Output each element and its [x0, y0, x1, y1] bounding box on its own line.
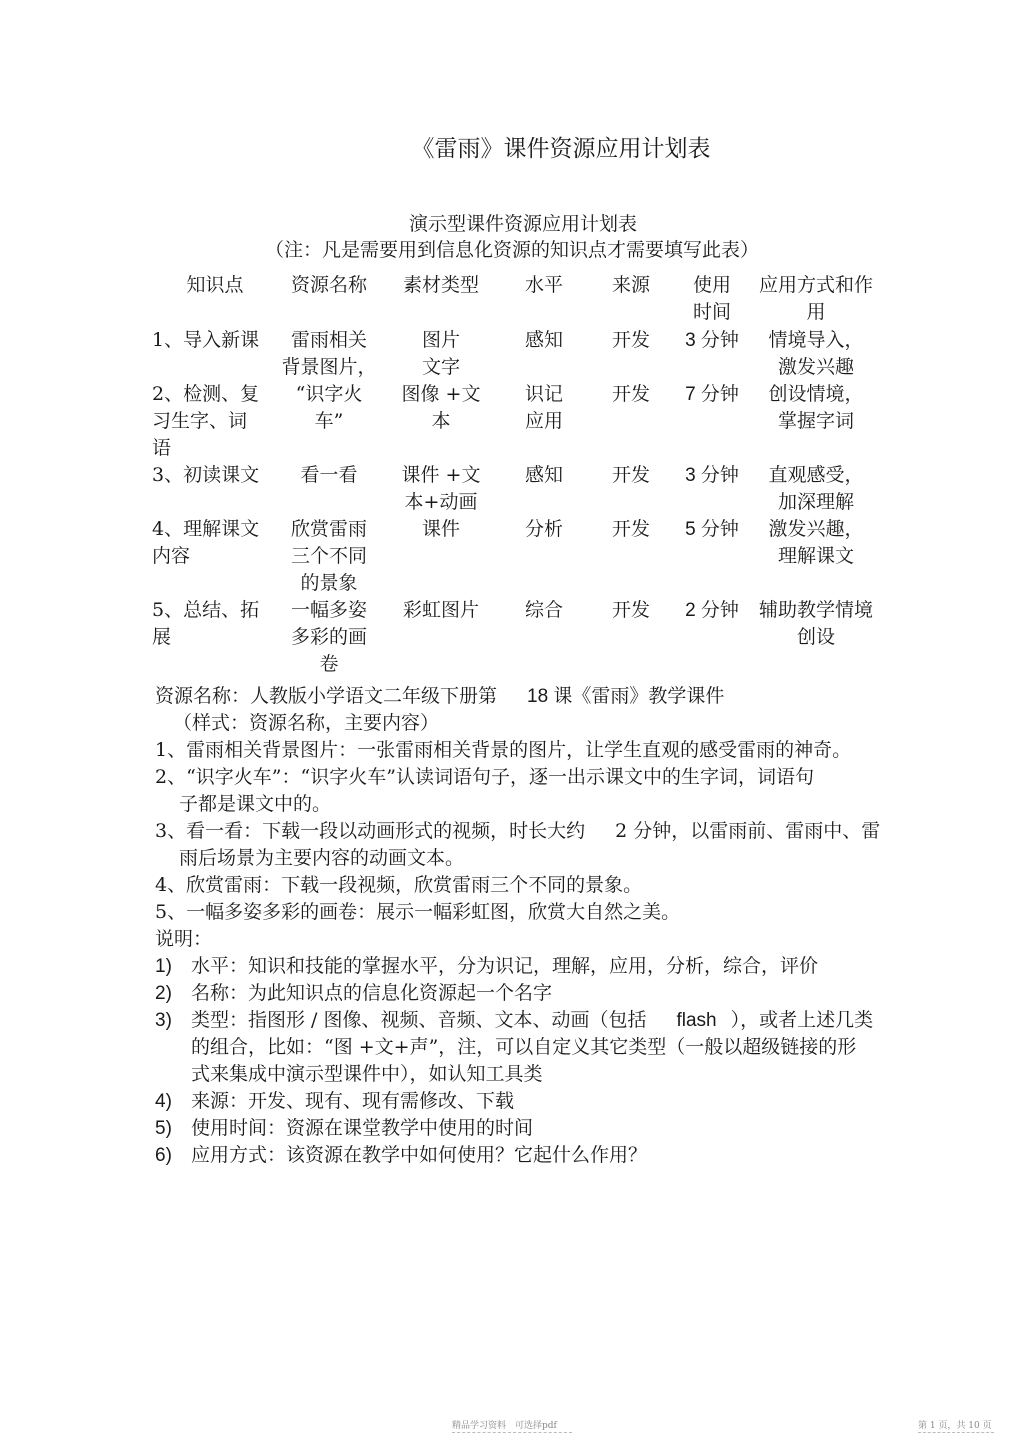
cell-type-line: 文字 [421, 356, 460, 378]
cell-source [586, 516, 676, 597]
cell-name-line: 多彩的画 [290, 626, 367, 648]
explain-3-part3: ），或者上述几类 [730, 1009, 874, 1031]
explain-5-text: 使用时间：资源在课堂教学中使用的时间 [191, 1117, 534, 1139]
page-title: 《雷雨》课件资源应用计划表 [411, 136, 711, 162]
footer-left-divider [452, 1432, 572, 1433]
cell-name [278, 462, 380, 516]
cell-name [278, 327, 380, 381]
cell-source [586, 381, 676, 462]
table-subtitle: 演示型课件资源应用计划表 [408, 213, 637, 235]
cell-level [502, 381, 586, 462]
table-row [152, 597, 884, 678]
table-note: （注：凡是需要用到信息化资源的知识点才需要填写此表） [264, 239, 759, 261]
cell-name-line: 车” [314, 410, 344, 432]
explain-6-num: 6) [155, 1145, 172, 1166]
item-1: 1、雷雨相关背景图片：一张雷雨相关背景的图片，让学生直观的感受雷雨的神奇。 [155, 739, 852, 761]
cell-usage [748, 381, 884, 462]
item-3-part1: 3、看一看：下载一段以动画形式的视频，时长大约 [155, 820, 586, 842]
cell-level [502, 597, 586, 678]
cell-knowledge [152, 381, 278, 462]
item-3 [155, 818, 915, 845]
cell-time-line: 7 分钟 [685, 384, 739, 405]
explain-3-part1: 类型：指图形 / 图像、视频、音频、文本、动画（包括 [191, 1009, 647, 1031]
cell-knowledge-line: 5、总结、拓 [152, 599, 260, 621]
cell-source [586, 327, 676, 381]
header-time-line2: 时间 [692, 301, 731, 323]
header-knowledge-label: 知识点 [186, 274, 244, 296]
explain-heading: 说明： [155, 928, 213, 950]
cell-type-line: 彩虹图片 [402, 599, 479, 621]
header-usage [748, 272, 884, 327]
cell-source-line: 开发 [611, 329, 650, 351]
cell-name-line: 三个不同 [290, 545, 367, 567]
explain-5 [155, 1115, 915, 1142]
cell-time-line: 3 分钟 [685, 330, 739, 351]
cell-source-line: 开发 [611, 599, 650, 621]
cell-knowledge [152, 516, 278, 597]
cell-time [676, 327, 748, 381]
table-row [152, 516, 884, 597]
cell-name-line: 卷 [319, 653, 339, 675]
cell-level [502, 327, 586, 381]
cell-knowledge-line: 习生字、词 [152, 410, 248, 432]
cell-type [380, 597, 502, 678]
cell-knowledge-line: 4、理解课文 [152, 518, 260, 540]
cell-name-line: 背景图片， [281, 356, 377, 378]
header-usage-line1: 应用方式和作 [758, 274, 873, 296]
cell-name-line: 一幅多姿 [290, 599, 367, 621]
header-time-line1: 使用 [692, 274, 731, 296]
cell-usage-line: 激发兴趣， [768, 518, 864, 540]
cell-name [278, 516, 380, 597]
cell-type [380, 327, 502, 381]
cell-knowledge [152, 597, 278, 678]
cell-level [502, 516, 586, 597]
header-time [676, 272, 748, 327]
cell-usage [748, 462, 884, 516]
cell-time [676, 381, 748, 462]
cell-usage-line: 掌握字词 [777, 410, 854, 432]
cell-source [586, 462, 676, 516]
cell-source-line: 开发 [611, 383, 650, 405]
cell-knowledge-line: 内容 [152, 545, 191, 567]
cell-time [676, 462, 748, 516]
explain-4 [155, 1088, 915, 1115]
explain-2-num: 2) [155, 983, 172, 1004]
header-name-label: 资源名称 [290, 274, 367, 296]
cell-knowledge-line: 语 [152, 437, 172, 459]
cell-name-line: “识字火 [295, 383, 363, 405]
explain-3-part2: flash [676, 1010, 717, 1031]
cell-usage [748, 516, 884, 597]
cell-time-line: 5 分钟 [685, 519, 739, 540]
header-usage-line2: 用 [806, 301, 826, 323]
cell-type [380, 462, 502, 516]
cell-usage-line: 加深理解 [777, 491, 854, 513]
explain-1-text: 水平：知识和技能的掌握水平，分为识记，理解，应用，分析，综合，评价 [191, 955, 819, 977]
table-row [152, 381, 884, 462]
cell-type-line: 课件 +文 [401, 464, 481, 486]
header-source [586, 272, 676, 327]
table-row [152, 327, 884, 381]
cell-usage-line: 创设 [796, 626, 835, 648]
cell-usage-line: 情境导入， [768, 329, 864, 351]
table-row [152, 462, 884, 516]
cell-level-line: 感知 [524, 464, 563, 486]
cell-usage-line: 创设情境， [768, 383, 864, 405]
item-3-cont: 雨后场景为主要内容的动画文本。 [179, 847, 465, 869]
explain-4-text: 来源：开发、现有、现有需修改、下载 [191, 1090, 515, 1112]
header-type [380, 272, 502, 327]
footer-right-divider [918, 1432, 994, 1433]
cell-level [502, 462, 586, 516]
cell-source-line: 开发 [611, 464, 650, 486]
cell-knowledge-line: 2、检测、复 [152, 383, 260, 405]
explain-3-cont1: 的组合，比如：“图 +文+声”，注，可以自定义其它类型（一般以超级链接的形 [191, 1036, 857, 1058]
cell-level-line: 感知 [524, 329, 563, 351]
cell-level-line: 综合 [524, 599, 563, 621]
header-type-label: 素材类型 [402, 274, 479, 296]
cell-type-line: 图像 +文 [401, 383, 481, 405]
cell-time [676, 597, 748, 678]
cell-name [278, 597, 380, 678]
cell-usage-line: 辅助教学情境 [758, 599, 873, 621]
cell-level-line: 识记 [524, 383, 563, 405]
explain-3-cont2: 式来集成中演示型课件中），如认知工具类 [191, 1063, 543, 1085]
cell-name-line: 看一看 [300, 464, 358, 486]
resource-name-label: 资源名称：人教版小学语文二年级下册第 [155, 685, 498, 707]
item-5: 5、一幅多姿多彩的画卷：展示一幅彩虹图，欣赏大自然之美。 [155, 901, 681, 923]
header-level [502, 272, 586, 327]
cell-name-line: 欣赏雷雨 [290, 518, 367, 540]
explain-1 [155, 953, 915, 980]
resource-name-value: 18 课《雷雨》教学课件 [527, 686, 725, 707]
cell-knowledge [152, 462, 278, 516]
item-3-part2: 2 分钟，以雷雨前、雷雨中、雷 [615, 820, 881, 842]
resource-description [155, 683, 915, 1169]
cell-knowledge-line: 展 [152, 626, 172, 648]
explain-3 [155, 1007, 915, 1034]
explain-6 [155, 1142, 915, 1169]
header-name [278, 272, 380, 327]
cell-usage-line: 理解课文 [777, 545, 854, 567]
item-2: 2、“识字火车”：“识字火车”认读词语句子，逐一出示课文中的生字词，词语句 [155, 766, 814, 788]
item-2-cont: 子都是课文中的。 [179, 793, 332, 815]
explain-3-num: 3) [155, 1010, 172, 1031]
cell-name-line: 雷雨相关 [290, 329, 367, 351]
table-header-row [152, 272, 884, 327]
cell-name [278, 381, 380, 462]
cell-time [676, 516, 748, 597]
explain-2-text: 名称：为此知识点的信息化资源起一个名字 [191, 982, 553, 1004]
explain-6-text: 应用方式：该资源在教学中如何使用？它起什么作用？ [191, 1144, 648, 1166]
cell-type [380, 516, 502, 597]
footer-page-number: 第 1 页，共 10 页 [918, 1421, 992, 1431]
explain-1-num: 1) [155, 956, 172, 977]
footer-left-text: 精品学习资料 可选择pdf [452, 1421, 557, 1431]
cell-knowledge-line: 1、导入新课 [152, 329, 260, 351]
cell-type-line: 本+动画 [404, 491, 478, 513]
cell-type [380, 381, 502, 462]
cell-usage [748, 597, 884, 678]
cell-level-line: 应用 [524, 410, 563, 432]
explain-2 [155, 980, 915, 1007]
cell-usage [748, 327, 884, 381]
resource-name-line [155, 683, 915, 710]
header-level-label: 水平 [524, 274, 563, 296]
cell-usage-line: 直观感受， [768, 464, 864, 486]
explain-5-num: 5) [155, 1118, 172, 1139]
cell-time-line: 2 分钟 [685, 600, 739, 621]
resource-sample-line: （样式：资源名称，主要内容） [173, 712, 440, 734]
explain-4-num: 4) [155, 1091, 172, 1112]
cell-level-line: 分析 [524, 518, 563, 540]
cell-name-line: 的景象 [300, 572, 358, 594]
cell-knowledge [152, 327, 278, 381]
resource-plan-table [152, 272, 884, 678]
item-4: 4、欣赏雷雨：下载一段视频，欣赏雷雨三个不同的景象。 [155, 874, 643, 896]
cell-type-line: 图片 [421, 329, 460, 351]
cell-source [586, 597, 676, 678]
header-knowledge [152, 272, 278, 327]
cell-source-line: 开发 [611, 518, 650, 540]
header-source-label: 来源 [611, 274, 650, 296]
cell-usage-line: 激发兴趣 [777, 356, 854, 378]
cell-type-line: 课件 [421, 518, 460, 540]
cell-knowledge-line: 3、初读课文 [152, 464, 260, 486]
cell-type-line: 本 [431, 410, 451, 432]
cell-time-line: 3 分钟 [685, 465, 739, 486]
